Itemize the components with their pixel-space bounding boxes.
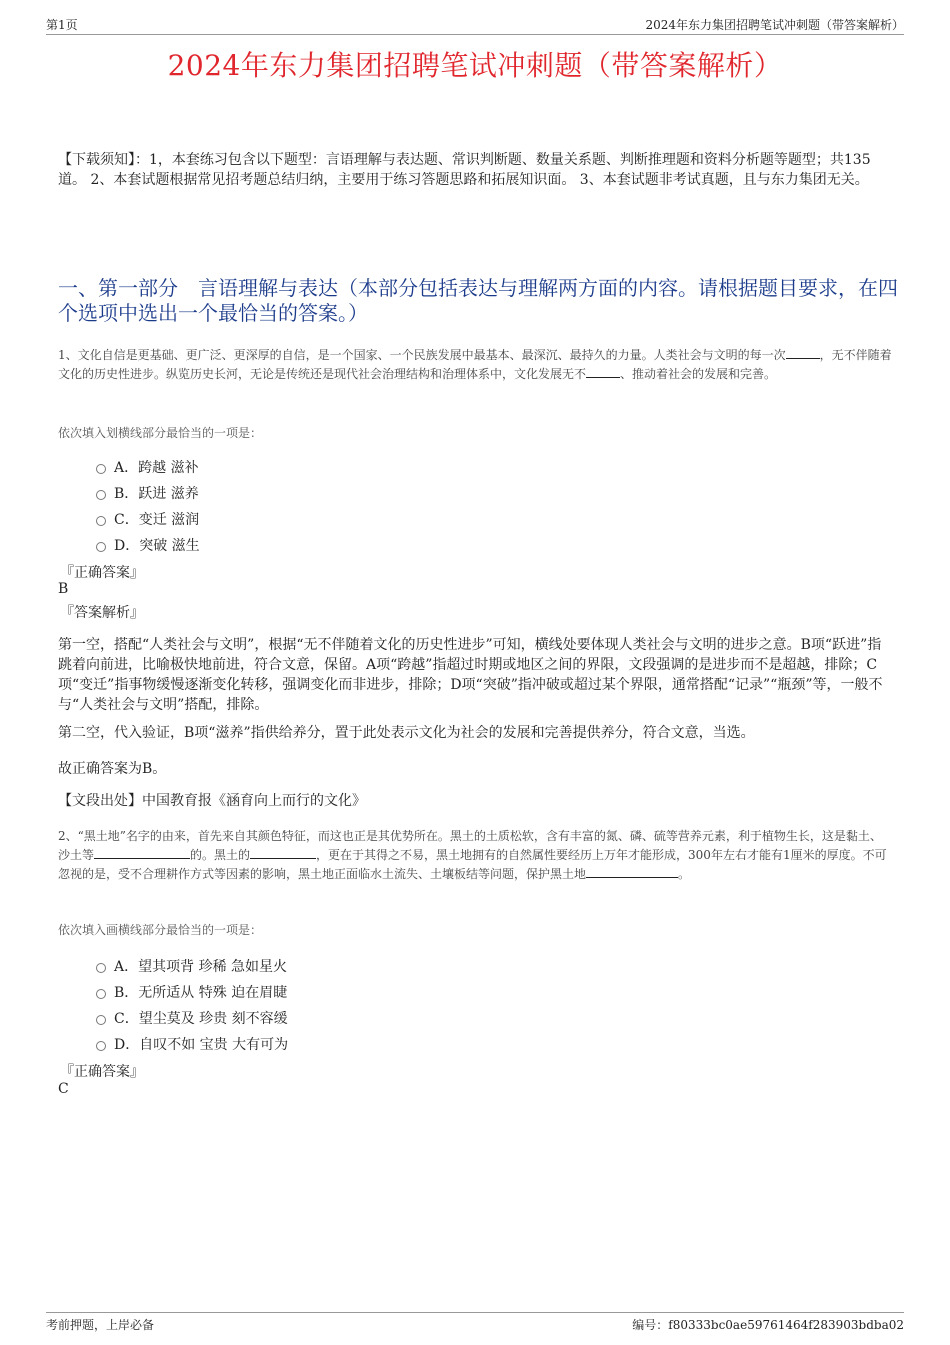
radio-icon[interactable]	[96, 464, 106, 474]
answer-value: C	[58, 1081, 69, 1097]
radio-icon[interactable]	[96, 490, 106, 500]
analysis-label: 『答案解析』	[60, 605, 144, 621]
footer-slogan: 考前押题，上岸必备	[46, 1318, 155, 1332]
page-footer	[46, 1312, 904, 1331]
analysis-conclusion: 故正确答案为B。	[58, 761, 167, 777]
source-citation: 【文段出处】中国教育报《涵育向上而行的文化》	[58, 793, 366, 809]
page-number: 第1页	[46, 18, 78, 32]
radio-icon[interactable]	[96, 542, 106, 552]
question-1-prompt: 依次填入划横线部分最恰当的一项是：	[58, 426, 263, 440]
blank-line	[94, 846, 190, 859]
analysis-paragraph-1: 第一空，搭配“人类社会与文明”，根据“无不伴随着文化的历史性进步”可知，横线处要体现人类社会与文明的进步之意。B项“跃进”指跳着向前进，比喻极快地前进，符合文意，保留。A项“跨越”指超过时期或地区之间的界限，文段强调的是进步而不是超越，排除；C项“变迁”指事物缓慢逐渐变化转移，强调变化而非进步，排除；D项“突破”指冲破或超过某个界限，通常搭配“记录”“瓶颈”等，一般不与“人类社会与文明”搭配，排除。	[58, 637, 883, 713]
analysis-paragraph-2: 第二空，代入验证，B项“滋养”指供给养分，置于此处表示文化为社会的发展和完善提供养分，符合文意，当选。	[58, 725, 755, 741]
answer-label: 『正确答案』	[60, 1064, 144, 1080]
blank-line	[250, 846, 316, 859]
option-d[interactable]: D．自叹不如 宝贵 大有可为	[96, 1034, 288, 1054]
radio-icon[interactable]	[96, 989, 106, 999]
option-a[interactable]: A．跨越 滋补	[96, 457, 199, 477]
option-b[interactable]: B．无所适从 特殊 迫在眉睫	[96, 982, 287, 1002]
footer-code: 编号：f80333bc0ae59761464f283903bdba02	[632, 1318, 904, 1332]
blank-line	[786, 346, 820, 359]
radio-icon[interactable]	[96, 516, 106, 526]
blank-line	[586, 365, 620, 378]
header-doc-title: 2024年东力集团招聘笔试冲刺题（带答案解析）	[645, 18, 904, 32]
option-c[interactable]: C．望尘莫及 珍贵 刻不容缓	[96, 1008, 288, 1028]
answer-label: 『正确答案』	[60, 565, 144, 581]
option-d[interactable]: D．突破 滋生	[96, 535, 200, 555]
radio-icon[interactable]	[96, 1015, 106, 1025]
option-c[interactable]: C．变迁 滋润	[96, 509, 199, 529]
question-2-prompt: 依次填入画横线部分最恰当的一项是：	[58, 923, 263, 937]
section-heading: 一、第一部分 言语理解与表达（本部分包括表达与理解两方面的内容。请根据题目要求，在四个选项中选出一个最恰当的答案。）	[58, 276, 898, 325]
question-2-text: 2、“黑土地”名字的由来，首先来自其颜色特征，而这也正是其优势所在。黑土的土质松软，含有丰富的氮、磷、硫等营养元素，利于植物生长，这是黏土、沙土等 的。黑土的 ，更在于其得之不易，黑土地拥有的自然属性要经历上万年才能形成，300年左右才能有1厘米的厚度。不可忽视的是，受不合理耕作方式等因素的影响，黑土地正面临水土流失、土壤板结等问题，保护黑土地 。	[58, 829, 887, 881]
blank-line	[586, 865, 678, 878]
option-a[interactable]: A．望其项背 珍稀 急如星火	[96, 956, 287, 976]
question-1-text: 1、文化自信是更基础、更广泛、更深厚的自信，是一个国家、一个民族发展中最基本、最深沉、最持久的力量。人类社会与文明的每一次 ，无不伴随着文化的历史性进步。纵览历史长河，无论是传统还是现代社会治理结构和治理体系中，文化发展无不 、推动着社会的发展和完善。	[58, 348, 892, 381]
download-notice: 【下载须知】：1，本套练习包含以下题型：言语理解与表达题、常识判断题、数量关系题、判断推理题和资料分析题等题型；共135道。 2、本套试题根据常见招考题总结归纳，主要用于练习答题思路和拓展知识面。 3、本套试题非考试真题，且与东力集团无关。	[58, 152, 871, 188]
answer-value: B	[58, 581, 69, 597]
document-title: 2024年东力集团招聘笔试冲刺题（带答案解析）	[167, 49, 783, 82]
radio-icon[interactable]	[96, 1041, 106, 1051]
radio-icon[interactable]	[96, 963, 106, 973]
option-b[interactable]: B．跃进 滋养	[96, 483, 199, 503]
page-header	[46, 14, 904, 35]
